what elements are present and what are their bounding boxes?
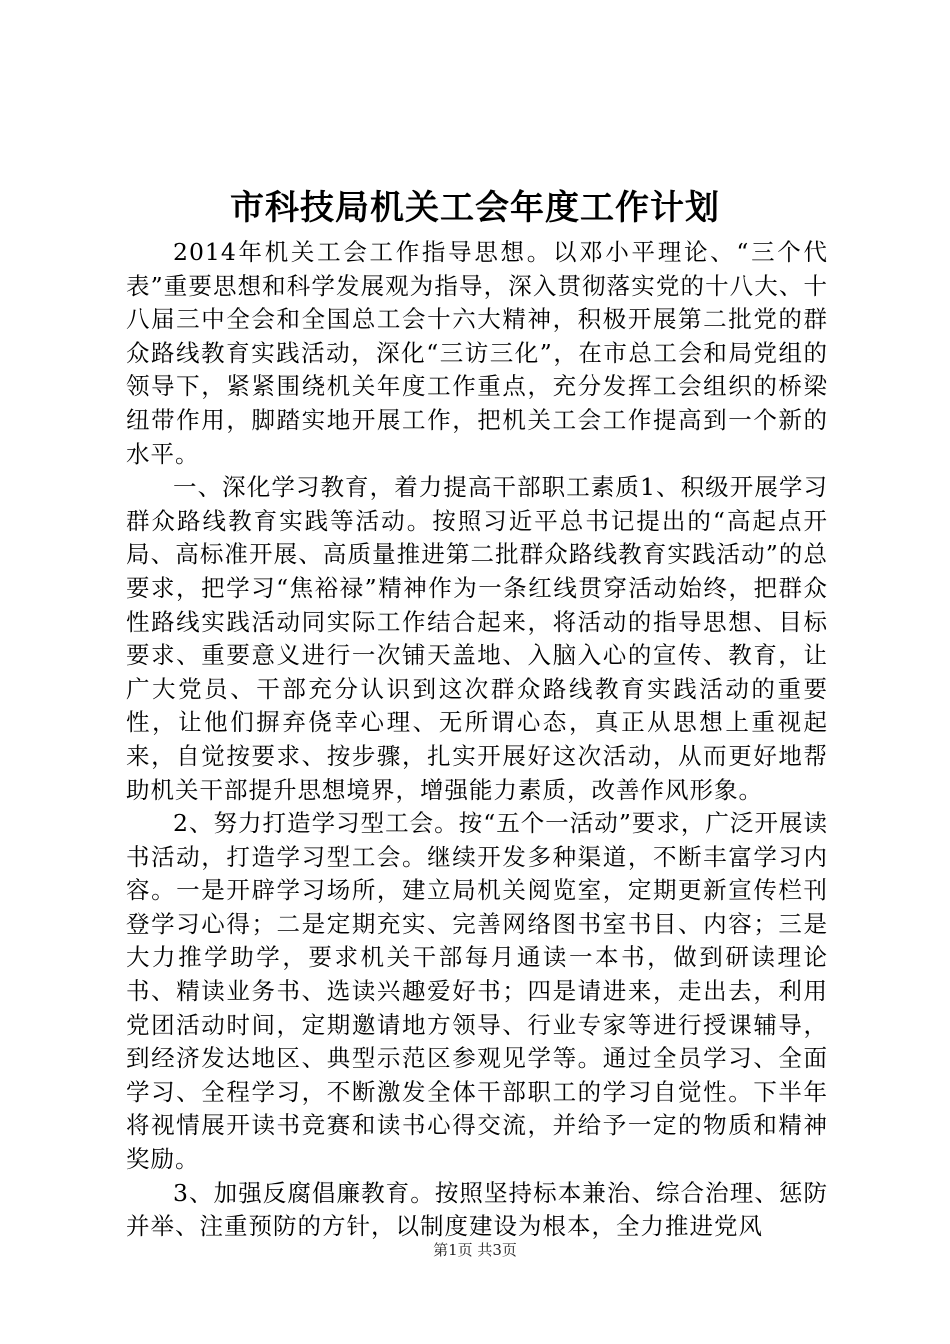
paragraph-guiding-thought: 2014年机关工会工作指导思想。以邓小平理论、“三个代表”重要思想和科学发展观为指导，深入贯彻落实党的十八大、十八届三中全会和全国总工会十六大精神，积极开展第二批党的群众路线教育实践活动，深化“三访三化”，在市总工会和局党组的领导下，紧紧围绕机关年度工作重点，充分发挥工会组织的桥梁纽带作用，脚踏实地开展工作，把机关工会工作提高到一个新的水平。 <box>126 238 828 468</box>
page-footer: 第1页 共3页 <box>433 1241 517 1259</box>
paragraph-section-one: 一、深化学习教育，着力提高干部职工素质1、积级开展学习群众路线教育实践等活动。按照习近平总书记提出的“高起点开局、高标准开展、高质量推进第二批群众路线教育实践活动”的总要求，把学习“焦裕禄”精神作为一条红线贯穿活动始终，把群众性路线实践活动同实际工作结合起来，将活动的指导思想、目标要求、重要意义进行一次铺天盖地、入脑入心的宣传、教育，让广大党员、干部充分认识到这次群众路线教育实践活动的重要性，让他们摒弃侥幸心理、无所谓心态，真正从思想上重视起来，自觉按要求、按步骤，扎实开展好这次活动，从而更好地帮助机关干部提升思想境界，增强能力素质，改善作风形象。 <box>126 473 828 804</box>
paragraph-anti-corruption: 3、加强反腐倡廉教育。按照坚持标本兼治、综合治理、惩防并举、注重预防的方针，以制度建设为根本，全力推进党风 <box>126 1178 828 1241</box>
paragraph-learning-union: 2、努力打造学习型工会。按“五个一活动”要求，广泛开展读书活动，打造学习型工会。继续开发多种渠道，不断丰富学习内容。一是开辟学习场所，建立局机关阅览室，定期更新宣传栏刊登学习心得；二是定期充实、完善网络图书室书目、内容；三是大力推学助学，要求机关干部每月通读一本书，做到研读理论书、精读业务书、选读兴趣爱好书；四是请进来，走出去，利用党团活动时间，定期邀请地方领导、行业专家等进行授课辅导，到经济发达地区、典型示范区参观见学等。通过全员学习、全面学习、全程学习，不断激发全体干部职工的学习自觉性。下半年将视情展开读书竞赛和读书心得交流，并给予一定的物质和精神奖励。 <box>126 809 828 1174</box>
document-title: 市科技局机关工会年度工作计划 <box>230 188 720 228</box>
document-body <box>126 236 828 1244</box>
